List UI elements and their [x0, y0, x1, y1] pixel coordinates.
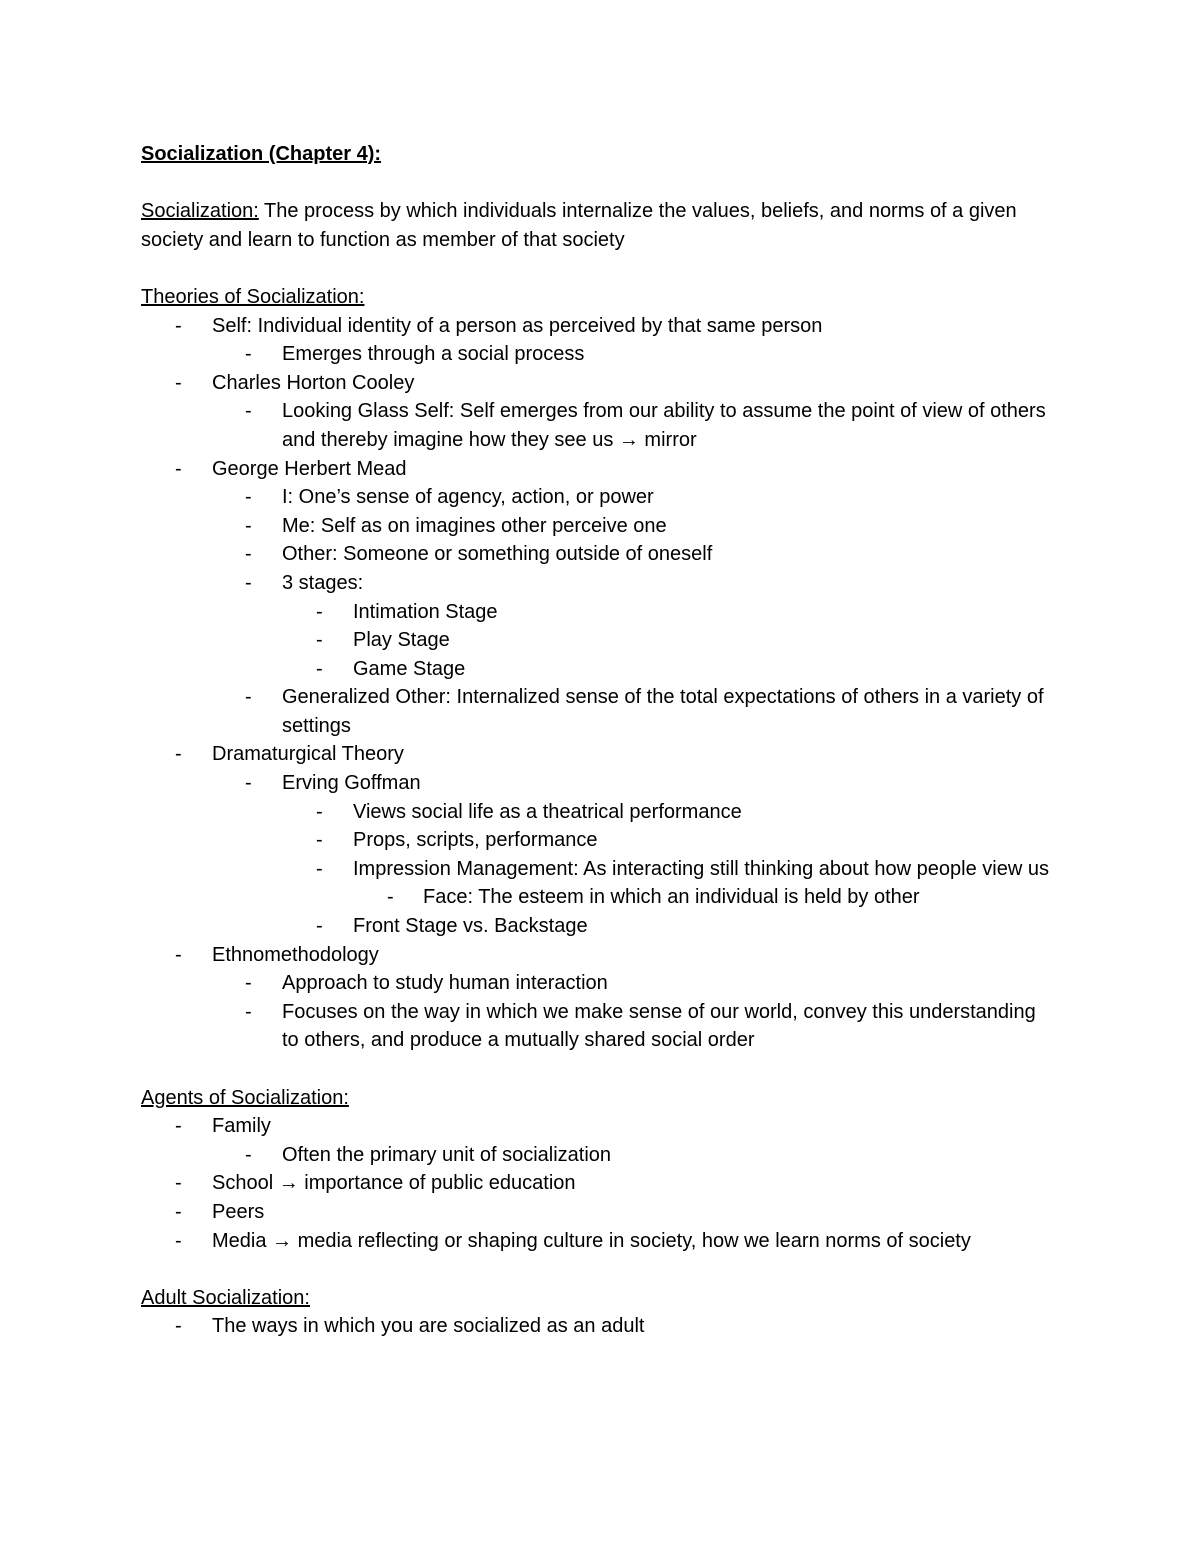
section-heading-agents: Agents of Socialization:: [141, 1086, 349, 1109]
list-item: - Intimation Stage: [141, 598, 1051, 627]
list-item: - Face: The esteem in which an individual is held by other: [141, 883, 1051, 912]
list-item: - I: One’s sense of agency, action, or power: [141, 483, 1051, 512]
list-item: - School → importance of public education: [141, 1169, 1051, 1198]
agents-list: [141, 1112, 1051, 1255]
bullet-dash: -: [316, 657, 323, 680]
spacer: [141, 169, 1051, 198]
bullet-dash: -: [245, 571, 252, 594]
document-page: [141, 140, 1051, 1341]
definition-text: The process by which individuals internalize the values, beliefs, and norms of a given society and learn to function as member of that society: [141, 200, 1017, 251]
bullet-dash: -: [316, 600, 323, 623]
bullet-dash: -: [175, 1315, 182, 1338]
bullet-dash: -: [175, 314, 182, 337]
bullet-dash: -: [245, 543, 252, 566]
list-item: - Charles Horton Cooley: [141, 369, 1051, 398]
list-item: - Family: [141, 1112, 1051, 1141]
list-item: - Focuses on the way in which we make sense of our world, convey this understanding to others, and produce a mutually shared social order: [141, 998, 1051, 1055]
section-heading-theories: Theories of Socialization:: [141, 285, 365, 308]
list-item: - Other: Someone or something outside of oneself: [141, 540, 1051, 569]
spacer: [141, 254, 1051, 283]
list-item: - Generalized Other: Internalized sense of the total expectations of others in a variety of settings: [141, 683, 1051, 740]
bullet-dash: -: [175, 1172, 182, 1195]
list-item: - Front Stage vs. Backstage: [141, 912, 1051, 941]
bullet-dash: -: [245, 686, 252, 709]
bullet-dash: -: [175, 743, 182, 766]
list-item: - Game Stage: [141, 655, 1051, 684]
definition-term: Socialization:: [141, 200, 259, 223]
list-item: - Looking Glass Self: Self emerges from our ability to assume the point of view of others and thereby imagine how they see us → mirror: [141, 397, 1051, 454]
bullet-dash: -: [245, 486, 252, 509]
bullet-dash: -: [175, 1200, 182, 1223]
list-item: - Me: Self as on imagines other perceive one: [141, 512, 1051, 541]
bullet-dash: -: [245, 772, 252, 795]
list-item: - Dramaturgical Theory: [141, 740, 1051, 769]
list-item: - Peers: [141, 1198, 1051, 1227]
bullet-dash: -: [175, 371, 182, 394]
bullet-dash: -: [316, 800, 323, 823]
spacer: [141, 1055, 1051, 1084]
section-heading-adult: Adult Socialization:: [141, 1286, 310, 1309]
spacer: [141, 1255, 1051, 1284]
bullet-dash: -: [316, 857, 323, 880]
bullet-dash: -: [316, 629, 323, 652]
list-item: - The ways in which you are socialized as an adult: [141, 1312, 1051, 1341]
list-item: - Approach to study human interaction: [141, 969, 1051, 998]
list-item: - Play Stage: [141, 626, 1051, 655]
bullet-dash: -: [245, 400, 252, 423]
list-item: - Erving Goffman: [141, 769, 1051, 798]
bullet-dash: -: [245, 1143, 252, 1166]
bullet-dash: -: [175, 943, 182, 966]
bullet-dash: -: [245, 1000, 252, 1023]
bullet-dash: -: [316, 915, 323, 938]
list-item: - Ethnomethodology: [141, 941, 1051, 970]
list-item: - Impression Management: As interacting still thinking about how people view us: [141, 855, 1051, 884]
definition-paragraph: [141, 197, 1051, 254]
bullet-dash: -: [245, 343, 252, 366]
list-item: - 3 stages:: [141, 569, 1051, 598]
bullet-dash: -: [175, 1229, 182, 1252]
list-item: - George Herbert Mead: [141, 455, 1051, 484]
document-title: Socialization (Chapter 4):: [141, 143, 382, 165]
list-item: - Emerges through a social process: [141, 340, 1051, 369]
list-item: - Props, scripts, performance: [141, 826, 1051, 855]
bullet-dash: -: [245, 972, 252, 995]
bullet-dash: -: [316, 829, 323, 852]
theories-list: [141, 312, 1051, 1055]
bullet-dash: -: [387, 886, 394, 909]
adult-list: [141, 1312, 1051, 1341]
bullet-dash: -: [175, 1115, 182, 1138]
list-item: - Media → media reflecting or shaping culture in society, how we learn norms of society: [141, 1227, 1051, 1256]
list-item: - Views social life as a theatrical performance: [141, 798, 1051, 827]
list-item: - Often the primary unit of socialization: [141, 1141, 1051, 1170]
list-item: - Self: Individual identity of a person as perceived by that same person: [141, 312, 1051, 341]
bullet-dash: -: [245, 514, 252, 537]
bullet-dash: -: [175, 457, 182, 480]
